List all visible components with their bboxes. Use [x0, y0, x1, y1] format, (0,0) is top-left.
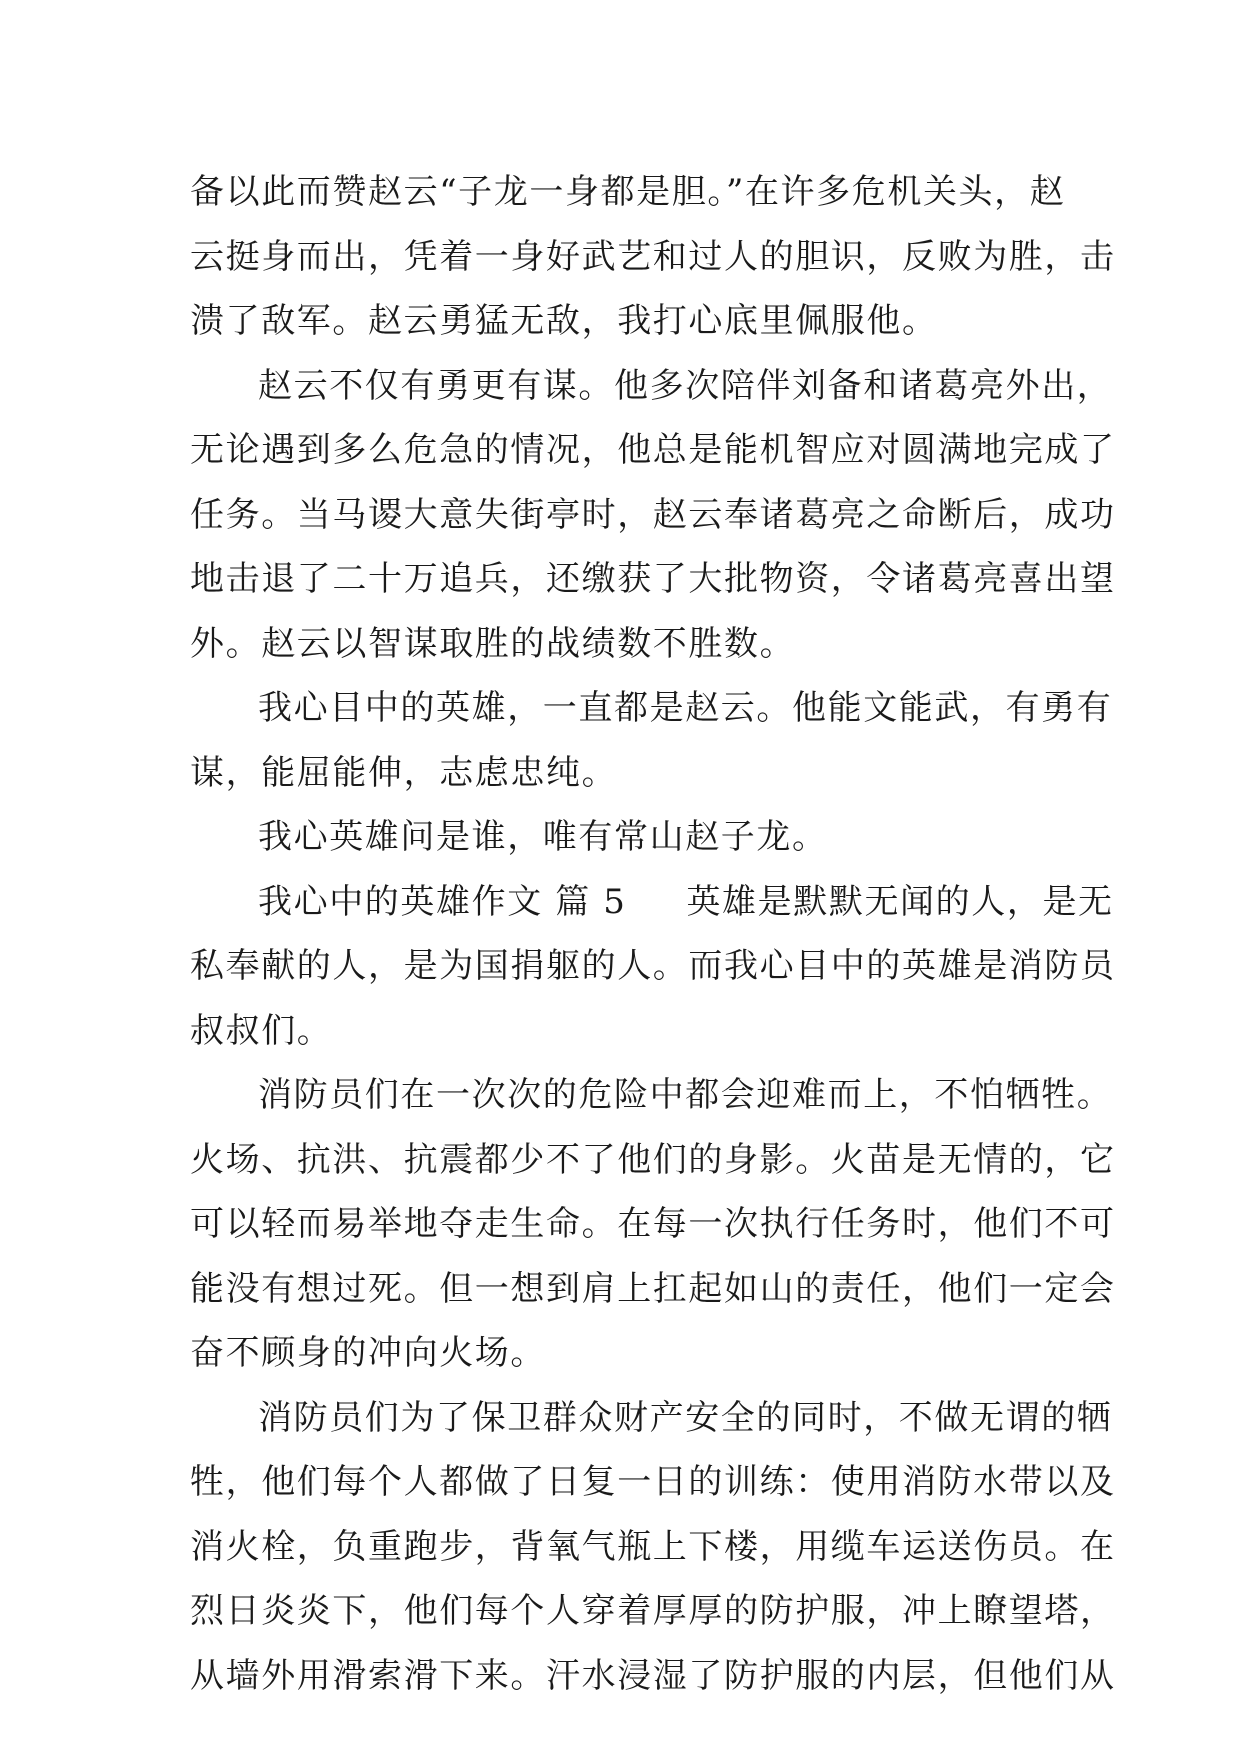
text-line-content: 烈日炎炎下，他们每个人穿着厚厚的防护服，冲上瞭望塔，: [190, 1591, 1116, 1631]
text-line-content: 外。赵云以智谋取胜的战绩数不胜数。: [190, 623, 796, 664]
text-line-content: 消防员们在一次次的危险中都会迎难而上，不怕牺牲。: [258, 1075, 1113, 1115]
text-line: [190, 1321, 1050, 1386]
text-line-content: 无论遇到多么危急的情况，他总是能机智应对圆满地完成了: [190, 430, 1116, 470]
text-line: [190, 1257, 1116, 1322]
text-line: [190, 1644, 1116, 1709]
text-line: [190, 1063, 1113, 1128]
essay-body: [190, 160, 1116, 1708]
text-line-content: 可以轻而易举地夺走生命。在每一次执行任务时，他们不可: [190, 1204, 1116, 1244]
text-line: [190, 160, 1066, 225]
text-line-content: 叔叔们。: [190, 1010, 333, 1051]
text-line-content: 谋，能屈能伸，志虑忠纯。: [190, 752, 618, 793]
text-line-content: 消防员们为了保卫群众财产安全的同时，不做无谓的牺: [258, 1397, 1113, 1438]
text-line-content: 火场、抗洪、抗震都少不了他们的身影。火苗是无情的，它: [190, 1139, 1116, 1180]
text-line-content: 备以此而赞赵云“子龙一身都是胆。”在许多危机关头，赵: [190, 172, 1066, 212]
text-line: [190, 612, 1050, 677]
text-line-content: 私奉献的人，是为国捐躯的人。而我心目中的英雄是消防员: [190, 946, 1116, 986]
text-line-content: 任务。当马谡大意失街亭时，赵云奉诸葛亮之命断后，成功: [190, 494, 1116, 535]
text-line-content: 云挺身而出，凭着一身好武艺和过人的胆识，反败为胜，击: [190, 236, 1116, 277]
text-line-content: 奋不顾身的冲向火场。: [190, 1333, 546, 1373]
text-line-content: 能没有想过死。但一想到肩上扛起如山的责任，他们一定会: [190, 1268, 1116, 1309]
text-line: [190, 676, 1113, 741]
text-line-content: 从墙外用滑索滑下来。汗水浸湿了防护服的内层，但他们从: [190, 1655, 1116, 1696]
text-line: [190, 483, 1116, 548]
text-line: [190, 741, 1050, 806]
text-line: [190, 1386, 1113, 1451]
text-line-content: 消火栓，负重跑步，背氧气瓶上下楼，用缆车运送伤员。在: [190, 1526, 1116, 1567]
text-line: [190, 289, 1050, 354]
text-line-content: 牲，他们每个人都做了日复一日的训练：使用消防水带以及: [190, 1462, 1116, 1502]
text-line: [190, 547, 1116, 612]
text-line: [190, 870, 1114, 935]
text-line-content: 地击退了二十万追兵，还缴获了大批物资，令诸葛亮喜出望: [190, 559, 1116, 599]
text-line: [190, 1579, 1116, 1644]
text-line: [190, 1450, 1116, 1515]
text-line-tail: 英雄是默默无闻的人，是无: [686, 881, 1114, 922]
text-line: [190, 999, 1050, 1064]
text-line-content: 溃了敌军。赵云勇猛无敌，我打心底里佩服他。: [190, 301, 938, 341]
text-line-content: 我心中的英雄作文 篇 5: [258, 881, 627, 922]
text-line: [190, 225, 1116, 290]
text-line: [190, 354, 1113, 419]
text-line-content: 我心英雄问是谁，唯有常山赵子龙。: [258, 817, 828, 857]
text-line: [190, 418, 1116, 483]
text-line: [190, 1128, 1116, 1193]
text-line-content: 赵云不仅有勇更有谋。他多次陪伴刘备和诸葛亮外出，: [258, 365, 1113, 406]
text-line: [190, 934, 1116, 999]
text-line: [190, 805, 1050, 870]
text-line-content: 我心目中的英雄，一直都是赵云。他能文能武，有勇有: [258, 688, 1113, 728]
text-line: [190, 1192, 1116, 1257]
text-line: [190, 1515, 1116, 1580]
